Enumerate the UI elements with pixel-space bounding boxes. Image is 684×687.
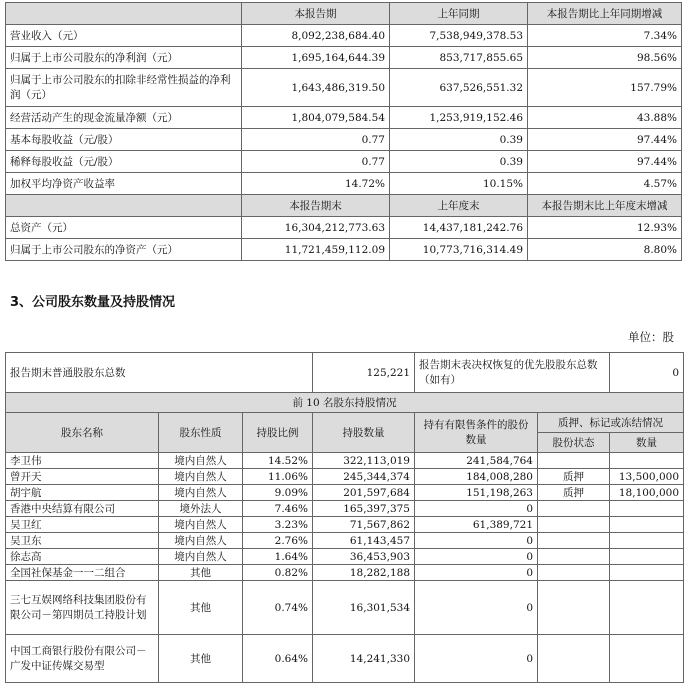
row-label: 归属于上市公司股东的净资产（元） — [6, 239, 242, 261]
col-name: 股东名称 — [6, 413, 159, 453]
prior-value: 637,526,551.32 — [390, 69, 528, 107]
holder-qty: 61,143,457 — [313, 533, 415, 549]
holder-status — [538, 533, 610, 549]
holder-count — [610, 565, 684, 581]
holder-qty: 71,567,862 — [313, 517, 415, 533]
holder-name: 吴卫东 — [6, 533, 159, 549]
holder-status — [538, 453, 610, 469]
row-label: 基本每股收益（元/股） — [6, 129, 242, 151]
row-label: 加权平均净资产收益率 — [6, 173, 242, 195]
holder-qty: 201,597,684 — [313, 485, 415, 501]
prior-value: 0.39 — [390, 129, 528, 151]
table-row — [6, 25, 682, 47]
current-value: 1,643,486,319.50 — [242, 69, 390, 107]
current-value: 1,804,079,584.54 — [242, 107, 390, 129]
current-value: 11,721,459,112.09 — [242, 239, 390, 261]
row-label: 归属于上市公司股东的扣除非经常性损益的净利润（元） — [6, 69, 242, 107]
preferred-holders-label: 报告期末表决权恢复的优先股股东总数（如有） — [415, 353, 610, 393]
holder-name: 胡宇航 — [6, 485, 159, 501]
current-value: 0.77 — [242, 151, 390, 173]
row-label: 归属于上市公司股东的净利润（元） — [6, 47, 242, 69]
holder-restricted: 0 — [415, 501, 538, 517]
holder-nature: 境内自然人 — [159, 549, 243, 565]
col-status: 股份状态 — [538, 433, 610, 453]
section-title: 3、公司股东数量及持股情况 — [10, 295, 176, 310]
holder-qty: 14,241,330 — [313, 635, 415, 683]
holder-nature: 境内自然人 — [159, 469, 243, 485]
prior-value: 853,717,855.65 — [390, 47, 528, 69]
top10-title-row — [6, 393, 684, 413]
holder-count — [610, 635, 684, 683]
header-change: 本报告期比上年同期增减 — [528, 3, 682, 25]
holder-qty: 18,282,188 — [313, 565, 415, 581]
header-prior-year-end: 上年度末 — [390, 195, 528, 217]
holder-count — [610, 453, 684, 469]
holder-name: 吴卫红 — [6, 517, 159, 533]
shareholder-total-row — [6, 353, 684, 393]
prior-value: 0.39 — [390, 151, 528, 173]
header-blank — [6, 195, 242, 217]
holder-ratio: 0.82% — [243, 565, 313, 581]
change-value: 12.93% — [528, 217, 682, 239]
table-row — [6, 501, 684, 517]
change-value: 4.57% — [528, 173, 682, 195]
change-value: 97.44% — [528, 151, 682, 173]
current-value: 16,304,212,773.63 — [242, 217, 390, 239]
prior-value: 10,773,716,314.49 — [390, 239, 528, 261]
holder-name: 李卫伟 — [6, 453, 159, 469]
holder-status — [538, 581, 610, 635]
current-value: 1,695,164,644.39 — [242, 47, 390, 69]
holder-ratio: 14.52% — [243, 453, 313, 469]
holder-status — [538, 517, 610, 533]
change-value: 43.88% — [528, 107, 682, 129]
holder-restricted: 0 — [415, 549, 538, 565]
holder-restricted: 151,198,263 — [415, 485, 538, 501]
table-row — [6, 173, 682, 195]
table-row — [6, 565, 684, 581]
table-row — [6, 581, 684, 635]
holder-status: 质押 — [538, 485, 610, 501]
top10-title: 前 10 名股东持股情况 — [6, 393, 684, 413]
header-current-period: 本报告期 — [242, 3, 390, 25]
change-value: 7.34% — [528, 25, 682, 47]
holder-name: 三七互娱网络科技集团股份有限公司－第四期员工持股计划 — [6, 581, 159, 635]
holder-restricted: 0 — [415, 581, 538, 635]
holder-nature: 境内自然人 — [159, 453, 243, 469]
holder-name: 香港中央结算有限公司 — [6, 501, 159, 517]
holder-count — [610, 549, 684, 565]
holder-nature: 境内自然人 — [159, 517, 243, 533]
holder-nature: 境内自然人 — [159, 533, 243, 549]
prior-value: 14,437,181,242.76 — [390, 217, 528, 239]
holder-name: 全国社保基金一一二组合 — [6, 565, 159, 581]
column-header-row — [6, 413, 684, 433]
holder-count: 18,100,000 — [610, 485, 684, 501]
holder-name: 曾开天 — [6, 469, 159, 485]
holder-nature: 其他 — [159, 635, 243, 683]
holder-nature: 其他 — [159, 581, 243, 635]
holder-ratio: 2.76% — [243, 533, 313, 549]
table-row — [6, 47, 682, 69]
row-label: 营业收入（元） — [6, 25, 242, 47]
holder-status — [538, 635, 610, 683]
col-pledge: 质押、标记或冻结情况 — [538, 413, 684, 433]
holder-ratio: 0.74% — [243, 581, 313, 635]
holder-restricted: 241,584,764 — [415, 453, 538, 469]
header-change-since-year-end: 本报告期末比上年度末增减 — [528, 195, 682, 217]
table-row — [6, 635, 684, 683]
table-row — [6, 485, 684, 501]
table-row — [6, 151, 682, 173]
table-row — [6, 217, 682, 239]
prior-value: 7,538,949,378.53 — [390, 25, 528, 47]
table-row — [6, 69, 682, 107]
current-value: 0.77 — [242, 129, 390, 151]
header-prior-period: 上年同期 — [390, 3, 528, 25]
row-label: 稀释每股收益（元/股） — [6, 151, 242, 173]
table-row — [6, 533, 684, 549]
holder-status — [538, 549, 610, 565]
holder-restricted: 0 — [415, 533, 538, 549]
row-label: 总资产（元） — [6, 217, 242, 239]
holder-ratio: 0.64% — [243, 635, 313, 683]
holder-count — [610, 501, 684, 517]
col-nature: 股东性质 — [159, 413, 243, 453]
col-count: 数量 — [610, 433, 684, 453]
financial-summary-table — [5, 2, 682, 261]
header-period-end: 本报告期末 — [242, 195, 390, 217]
holder-ratio: 3.23% — [243, 517, 313, 533]
prior-value: 10.15% — [390, 173, 528, 195]
holder-qty: 322,113,019 — [313, 453, 415, 469]
holder-name: 中国工商银行股份有限公司－广发中证传媒交易型 — [6, 635, 159, 683]
holder-ratio: 11.06% — [243, 469, 313, 485]
holder-ratio: 7.46% — [243, 501, 313, 517]
holder-count — [610, 517, 684, 533]
header-blank — [6, 3, 242, 25]
holder-name: 徐志高 — [6, 549, 159, 565]
total-holders-value: 125,221 — [313, 353, 415, 393]
holder-status — [538, 501, 610, 517]
change-value: 97.44% — [528, 129, 682, 151]
prior-value: 1,253,919,152.46 — [390, 107, 528, 129]
table1-header2 — [6, 195, 682, 217]
table-row — [6, 469, 684, 485]
change-value: 157.79% — [528, 69, 682, 107]
holder-qty: 16,301,534 — [313, 581, 415, 635]
holder-qty: 245,344,374 — [313, 469, 415, 485]
holder-restricted: 0 — [415, 565, 538, 581]
holder-ratio: 1.64% — [243, 549, 313, 565]
current-value: 14.72% — [242, 173, 390, 195]
change-value: 8.80% — [528, 239, 682, 261]
holder-nature: 境外法人 — [159, 501, 243, 517]
col-qty: 持股数量 — [313, 413, 415, 453]
holder-count — [610, 581, 684, 635]
row-label: 经营活动产生的现金流量净额（元） — [6, 107, 242, 129]
preferred-holders-value: 0 — [610, 353, 684, 393]
holder-count — [610, 533, 684, 549]
table-row — [6, 107, 682, 129]
holder-nature: 境内自然人 — [159, 485, 243, 501]
holder-qty: 165,397,375 — [313, 501, 415, 517]
current-value: 8,092,238,684.40 — [242, 25, 390, 47]
holder-ratio: 9.09% — [243, 485, 313, 501]
holder-count: 13,500,000 — [610, 469, 684, 485]
table-row — [6, 239, 682, 261]
col-restricted: 持有有限售条件的股份数量 — [415, 413, 538, 453]
holder-restricted: 0 — [415, 635, 538, 683]
shareholders-table — [5, 352, 684, 683]
table-row — [6, 453, 684, 469]
holder-restricted: 61,389,721 — [415, 517, 538, 533]
table-row — [6, 517, 684, 533]
change-value: 98.56% — [528, 47, 682, 69]
holder-status: 质押 — [538, 469, 610, 485]
table-row — [6, 549, 684, 565]
holder-restricted: 184,008,280 — [415, 469, 538, 485]
total-holders-label: 报告期末普通股股东总数 — [6, 353, 313, 393]
holder-nature: 其他 — [159, 565, 243, 581]
holder-qty: 36,453,903 — [313, 549, 415, 565]
holder-status — [538, 565, 610, 581]
unit-label: 单位：股 — [628, 330, 674, 344]
table1-header — [6, 3, 682, 25]
col-ratio: 持股比例 — [243, 413, 313, 453]
table-row — [6, 129, 682, 151]
